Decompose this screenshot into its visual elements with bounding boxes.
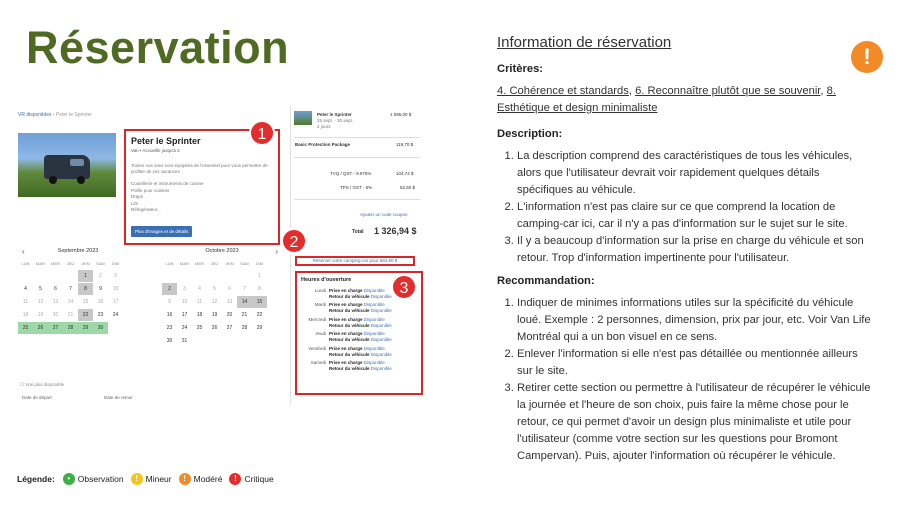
tps-value: 52,50 $ xyxy=(400,185,416,190)
criteria-heading: Critères: xyxy=(497,63,544,75)
hours-row xyxy=(301,317,417,328)
tvq-label: TVQ / QST - 9.975% xyxy=(330,171,372,176)
empty-cell xyxy=(177,270,192,282)
description-heading: Description: xyxy=(497,128,563,140)
empty-cell xyxy=(237,270,252,282)
return-date-field[interactable]: Date de retour xyxy=(104,395,133,400)
calendar-day[interactable]: 29 xyxy=(256,325,263,331)
calendar-day[interactable]: 16 xyxy=(97,299,104,305)
weekday-label: MAR xyxy=(180,261,189,266)
summary-item-dates: 25 sept. - 30 sept. xyxy=(317,118,354,123)
empty-cell xyxy=(108,322,123,334)
reserve-button[interactable]: Réserver votre camping-car pour 584,80 $ xyxy=(295,256,415,266)
calendar-day[interactable]: 6 xyxy=(54,286,57,292)
weekday-label: VEN xyxy=(81,261,90,266)
calendar-day[interactable]: 22 xyxy=(256,312,263,318)
calendar-day[interactable]: 7 xyxy=(69,286,72,292)
calendar-day[interactable]: 30 xyxy=(166,338,173,344)
moderate-severity-icon: ! xyxy=(851,41,883,73)
calendar-day[interactable]: 24 xyxy=(181,325,188,331)
hours-day: Jeudi xyxy=(315,331,326,337)
slide-title: Réservation xyxy=(26,22,290,73)
calendar-day[interactable]: 10 xyxy=(181,299,188,305)
weekday-label: MER xyxy=(195,261,204,266)
hours-values: Prise en charge Disponible Retour du véhicule Disponible xyxy=(329,331,392,343)
hours-values: Prise en charge Disponible Retour du véhicule Disponible xyxy=(329,302,392,314)
empty-cell xyxy=(63,270,78,282)
hours-day: Vendredi xyxy=(308,345,326,351)
calendar-day[interactable]: 20 xyxy=(226,312,233,318)
breadcrumb: VR disponibles › Peter le Sprinter xyxy=(18,112,92,118)
calendar-day[interactable]: 14 xyxy=(237,296,252,308)
exclamation-icon: ! xyxy=(179,473,191,485)
coupon-link[interactable]: Ajouter un code coupon xyxy=(360,212,408,217)
marker-1: 1 xyxy=(249,120,275,146)
legend xyxy=(17,473,281,485)
product-subtitle: Van • Accueille jusqu'à 2 xyxy=(131,148,180,153)
weekday-label: VEN xyxy=(225,261,234,266)
calendar-month-title: Octobre 2023 xyxy=(205,248,239,254)
calendar-september xyxy=(18,248,138,334)
hours-day: Samedi xyxy=(310,360,326,366)
hours-row xyxy=(301,360,417,371)
protection-label: Basic Protection Package xyxy=(295,142,351,147)
weekday-label: JEU xyxy=(210,261,219,266)
total-label: Total xyxy=(352,229,364,235)
empty-cell xyxy=(162,270,177,282)
calendar-day[interactable]: 22 xyxy=(78,309,93,321)
calendar-day[interactable]: 4 xyxy=(198,286,201,292)
calendar-day[interactable]: 9 xyxy=(168,299,171,305)
hours-day: Mardi xyxy=(314,302,326,308)
calendar-october xyxy=(162,248,282,347)
calendar-month-title: Septembre 2023 xyxy=(57,248,99,254)
calendar-day[interactable]: 24 xyxy=(112,312,119,318)
calendar-day[interactable]: 31 xyxy=(181,338,188,344)
exclamation-icon: ! xyxy=(131,473,143,485)
calendar-day[interactable]: 21 xyxy=(241,312,248,318)
empty-cell xyxy=(48,270,63,282)
calendar-day[interactable]: 3 xyxy=(183,286,186,292)
lightbulb-icon: • xyxy=(63,473,75,485)
hours-day: Lundi xyxy=(314,288,326,293)
calendar-day[interactable]: 11 xyxy=(22,299,29,305)
calendar-day[interactable]: 3 xyxy=(114,273,117,279)
calendar-day[interactable]: 26 xyxy=(211,325,218,331)
calendar-day[interactable]: 5 xyxy=(213,286,216,292)
weekday-label: MAR xyxy=(36,261,45,266)
hours-day: Mercredi xyxy=(308,316,326,322)
hours-row xyxy=(301,346,417,357)
calendar-day[interactable]: 8 xyxy=(258,286,261,292)
calendar-day[interactable]: 18 xyxy=(22,312,29,318)
empty-cell xyxy=(33,270,48,282)
calendar-day[interactable]: 12 xyxy=(37,299,44,305)
product-description: Toutes nos vans sont équipées de l'essentiel pour vous permettre de profiter de vos vacances xyxy=(131,163,268,174)
empty-cell xyxy=(207,335,222,347)
calendar-day[interactable]: 2 xyxy=(99,273,102,279)
tps-label: TPS / GST - 5% xyxy=(340,185,373,190)
van-photo xyxy=(18,133,116,197)
legend-minor: Mineur xyxy=(145,474,172,484)
calendar-day[interactable]: 15 xyxy=(252,296,267,308)
description-list: 1. La description comprend des caractéristiques de tous les véhicules, alors que l'utilisateur devrait voir rapidement quelques détails spécifiques au véhicule. 2. L'information n'est pas claire sur ce que comprend la location de camping-car ici, car il n'y a pas d'information sur le sujet sur le site. 3. Il y a beaucoup d'information sur la prise en charge du véhicule et son retour. Trop d'information impertinente pour l'utilisateur. xyxy=(497,148,872,267)
departure-date-field[interactable]: Date de départ xyxy=(22,395,52,400)
summary-item-price: 1 095,00 $ xyxy=(390,112,412,117)
empty-cell xyxy=(18,270,33,282)
van-thumbnail xyxy=(294,111,312,125)
website-screenshot xyxy=(12,105,424,405)
calendar-day[interactable]: 29 xyxy=(78,322,93,334)
legend-title: Légende: xyxy=(17,474,55,484)
calendar-day[interactable]: 12 xyxy=(211,299,218,305)
calendar-day[interactable]: 2 xyxy=(162,283,177,295)
empty-cell xyxy=(192,270,207,282)
marker-3: 3 xyxy=(391,274,417,300)
weekday-label: DIM xyxy=(111,261,120,266)
weekday-label: DIM xyxy=(255,261,264,266)
exclamation-icon: ! xyxy=(229,473,241,485)
calendar-day[interactable]: 13 xyxy=(52,299,59,305)
legend-observation: Observation xyxy=(77,474,124,484)
calendar-day[interactable]: 28 xyxy=(241,325,248,331)
empty-cell xyxy=(237,335,252,347)
weekday-label: LUN xyxy=(21,261,30,266)
weekday-label: SAM xyxy=(240,261,249,266)
calendar-day[interactable]: 17 xyxy=(181,312,188,318)
hours-row xyxy=(301,302,417,313)
empty-cell xyxy=(222,270,237,282)
chevron-right-icon[interactable]: › xyxy=(275,247,278,256)
calendar-day[interactable]: 15 xyxy=(82,299,89,305)
summary-item-name: Peter le Sprinter xyxy=(317,112,352,117)
calendar-day[interactable]: 8 xyxy=(78,283,93,295)
calendar-day[interactable]: 26 xyxy=(33,322,48,334)
availability-checkbox[interactable]: ☐ Vrai plus disponible xyxy=(20,382,65,387)
calendar-day[interactable]: 30 xyxy=(93,322,108,334)
hours-title: Heures d'ouverture xyxy=(301,277,352,283)
protection-price: 119,70 $ xyxy=(396,142,414,147)
breadcrumb-current: Peter le Sprinter xyxy=(55,112,92,118)
hours-row xyxy=(301,331,417,342)
calendar-day[interactable]: 18 xyxy=(196,312,203,318)
calendar-day[interactable]: 28 xyxy=(63,322,78,334)
calendar-day[interactable]: 5 xyxy=(39,286,42,292)
weekday-label: LUN xyxy=(165,261,174,266)
calendar-day[interactable]: 13 xyxy=(226,299,233,305)
calendar-day[interactable]: 27 xyxy=(48,322,63,334)
marker-2: 2 xyxy=(281,228,307,254)
product-info-box xyxy=(124,129,280,245)
calendar-day[interactable]: 25 xyxy=(196,325,203,331)
empty-cell xyxy=(222,335,237,347)
legend-critical: Critique xyxy=(244,474,274,484)
calendar-grid xyxy=(18,259,138,334)
hours-values: Prise en charge Disponible Retour du véhicule Disponible xyxy=(329,345,392,357)
weekday-label: JEU xyxy=(66,261,75,266)
product-features: Coutellerie et instruments de cuisine Poêle pour cuisiner Draps Lits Réfrigérateur... xyxy=(131,181,204,212)
calendar-day[interactable]: 20 xyxy=(52,312,59,318)
more-details-button[interactable]: Plus d'images et de détails xyxy=(131,226,192,237)
total-value: 1 326,94 $ xyxy=(374,226,417,236)
summary-item-nights: 4 jours xyxy=(317,124,331,129)
calendar-day[interactable]: 11 xyxy=(196,299,203,305)
chevron-left-icon[interactable]: ‹ xyxy=(22,247,25,256)
breadcrumb-link[interactable]: VR disponibles xyxy=(18,112,52,118)
calendar-grid xyxy=(162,259,282,347)
recommendation-list: 1. Indiquer de minimes informations utiles sur la spécificité du véhicule loué. Exemple : 2 personnes, dimension, prix par jour, etc. Voir Van Life Montréal qui a un bon visuel en ce sens. 2. Enlever l'information si elle n'est pas détaillée ou mentionnée ailleurs sur le site. 3. Retirer cette section ou permettre à l'utilisateur de récupérer le véhicule la journée et l'heure de son choix, puis faire la même chose pour le retour, ce qui permet d'avoir un design plus minimaliste et utile pour l'utilisateur (comme votre section sur les questions pour Bromont Campervan). Puis, ajouter l'information où récupérer le véhicule. xyxy=(497,295,872,465)
recommendation-heading: Recommandation: xyxy=(497,275,595,287)
empty-cell xyxy=(252,335,267,347)
legend-moderate: Modéré xyxy=(193,474,223,484)
hours-values: Prise en charge Disponible Retour du véhicule Disponible xyxy=(329,360,392,372)
calendar-day[interactable]: 17 xyxy=(112,299,119,305)
calendar-day[interactable]: 19 xyxy=(37,312,44,318)
calendar-day[interactable]: 1 xyxy=(78,270,93,282)
calendar-day[interactable]: 1 xyxy=(258,273,261,279)
weekday-label: MER xyxy=(51,261,60,266)
calendar-day[interactable]: 14 xyxy=(67,299,74,305)
hours-values: Prise en charge Disponible Retour du véhicule Disponible xyxy=(329,316,392,328)
calendar-day[interactable]: 7 xyxy=(243,286,246,292)
info-title: Information de réservation xyxy=(497,34,672,51)
product-name: Peter le Sprinter xyxy=(131,136,201,146)
empty-cell xyxy=(192,335,207,347)
calendar-day[interactable]: 23 xyxy=(166,325,173,331)
tvq-value: 104,74 $ xyxy=(396,171,414,176)
calendar-day[interactable]: 9 xyxy=(99,286,102,292)
calendar-day[interactable]: 6 xyxy=(228,286,231,292)
calendar-day[interactable]: 23 xyxy=(97,312,104,318)
weekday-label: SAM xyxy=(96,261,105,266)
calendar-day[interactable]: 16 xyxy=(166,312,173,318)
info-panel xyxy=(497,34,872,465)
calendar-day[interactable]: 19 xyxy=(211,312,218,318)
calendar-day[interactable]: 4 xyxy=(24,286,27,292)
criteria-list: 4. Cohérence et standards, 6. Reconnaître plutôt que se souvenir, 8. Esthétique et design minimaliste xyxy=(497,85,836,114)
calendar-day[interactable]: 21 xyxy=(67,312,74,318)
calendar-day[interactable]: 25 xyxy=(18,322,33,334)
empty-cell xyxy=(207,270,222,282)
calendar-day[interactable]: 27 xyxy=(226,325,233,331)
calendar-day[interactable]: 10 xyxy=(112,286,119,292)
hours-values: Prise en charge Disponible Retour du véhicule Disponible xyxy=(329,288,392,299)
